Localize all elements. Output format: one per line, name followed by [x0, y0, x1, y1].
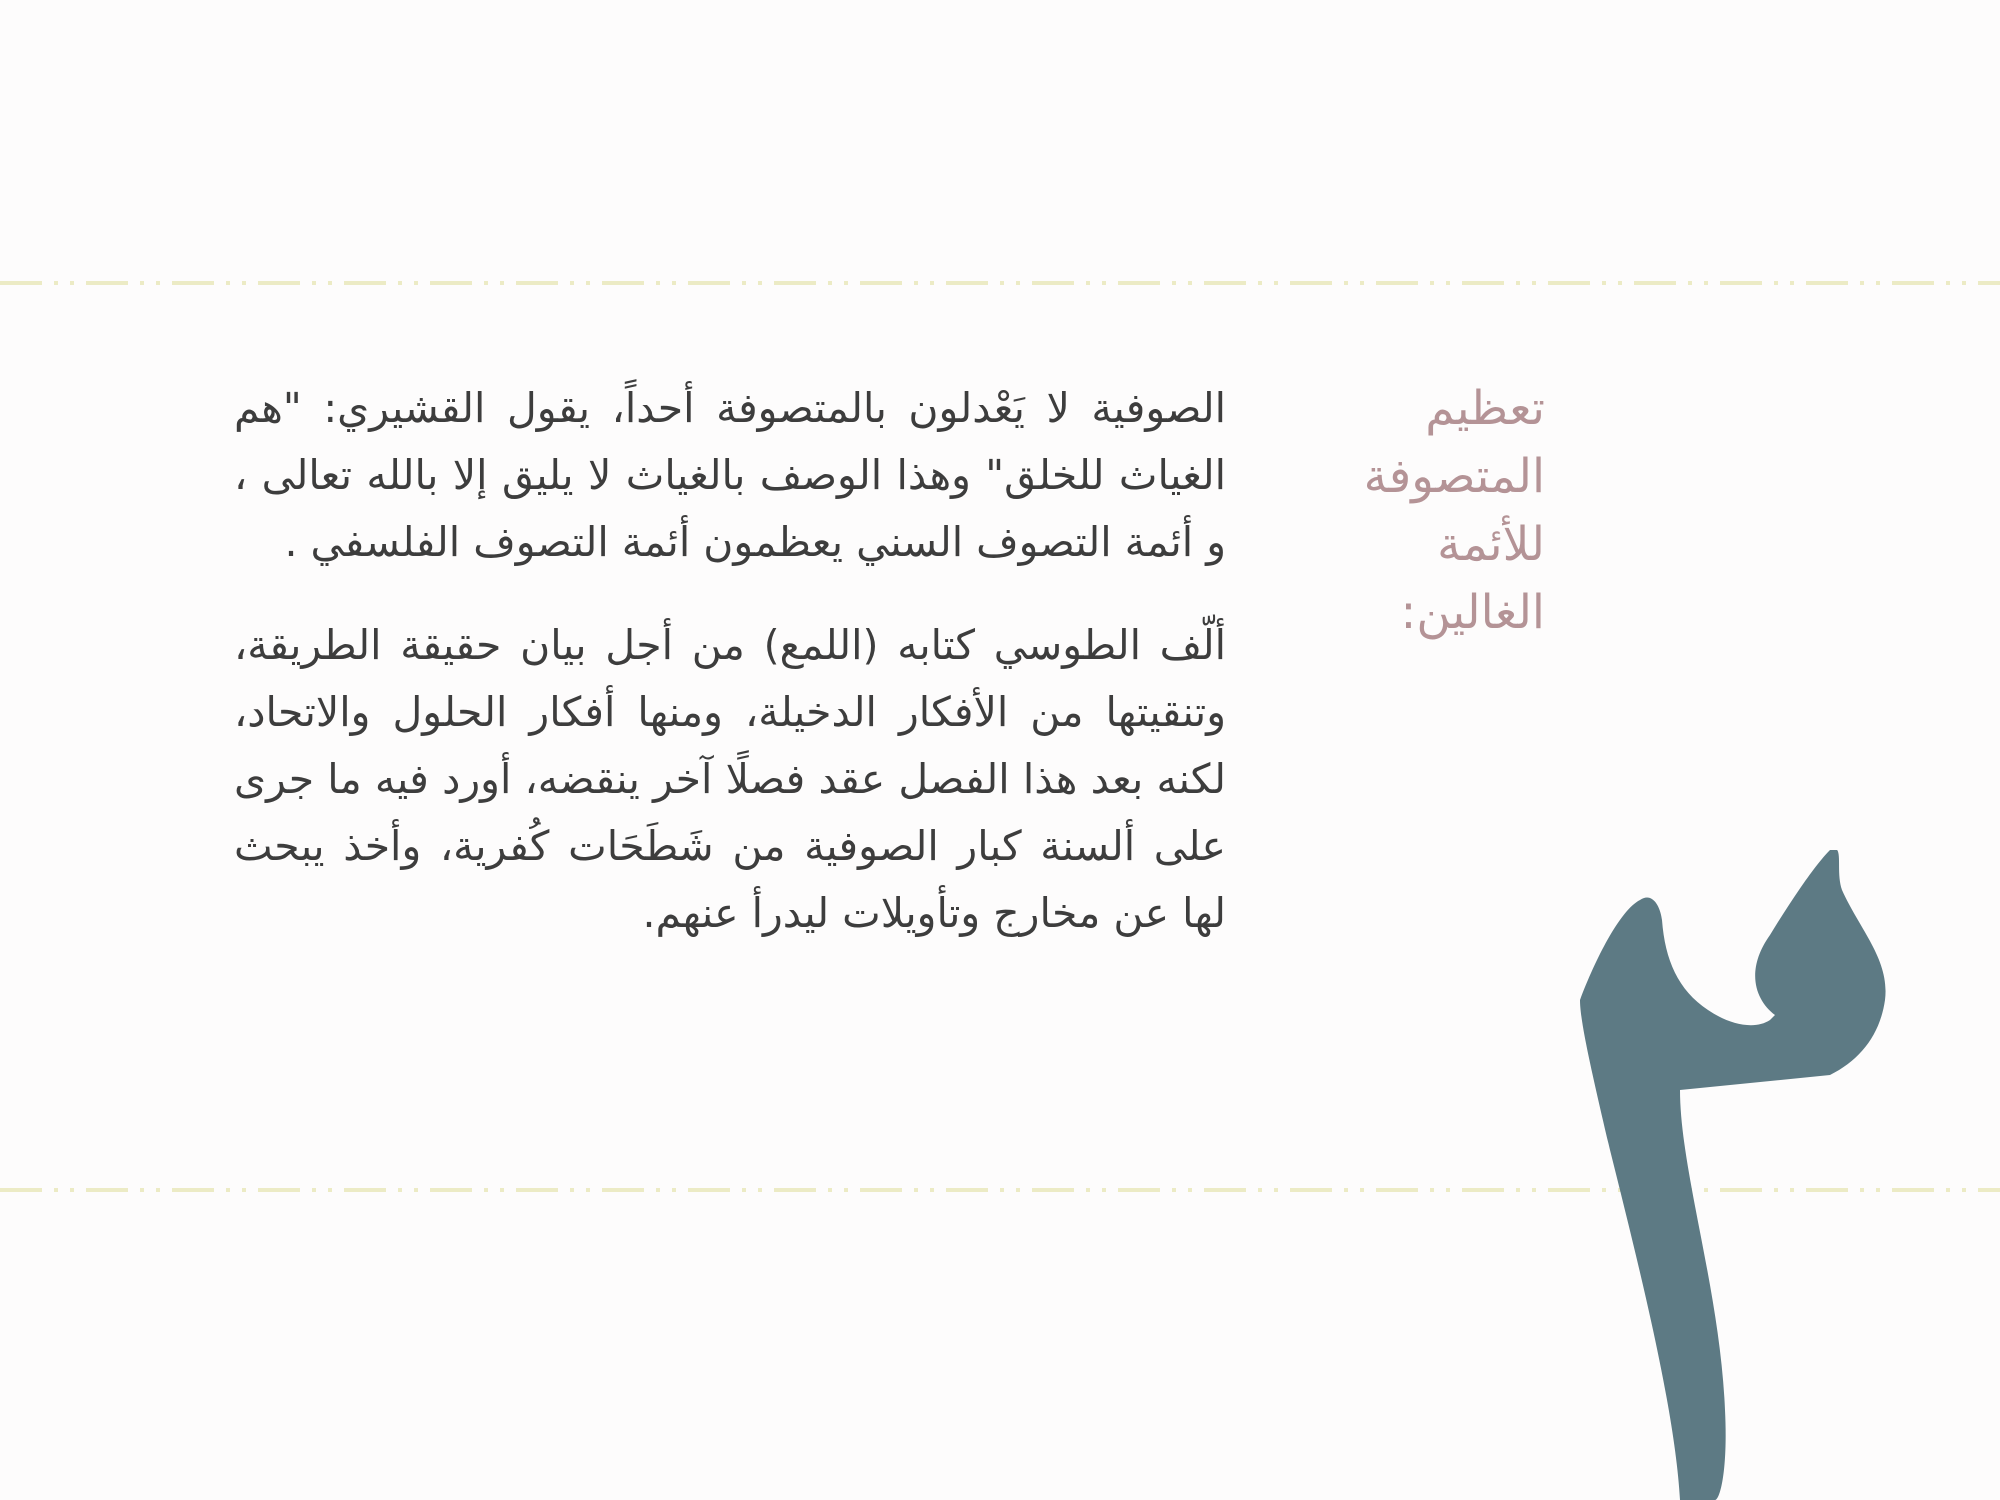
section-heading-line: الغالين:: [1400, 585, 1545, 640]
top-divider: [0, 281, 2000, 285]
body-text: [234, 375, 1226, 947]
section-heading: [1300, 375, 1545, 647]
section-heading-line: تعظيم: [1425, 381, 1545, 436]
section-heading-line: المتصوفة: [1363, 449, 1545, 504]
paragraph: ألّف الطوسي كتابه (اللمع) من أجل بيان حقيقة الطريقة، وتنقيتها من الأفكار الدخيلة، ومنها أفكار الحلول والاتحاد، لكنه بعد هذا الفصل عقد فصلًا آخر ينقضه، أورد فيه ما جرى على ألسنة كبار الصوفية من شَطَحَات كُفرية، وأخذ يبحث لها عن مخارج وتأويلات ليدرأ عنهم.: [234, 621, 1226, 937]
paragraph: الصوفية لا يَعْدلون بالمتصوفة أحداً، يقول القشيري: "هم الغياث للخلق" وهذا الوصف بالغياث لا يليق إلا بالله تعالى ، و أئمة التصوف السني يعظمون أئمة التصوف الفلسفي .: [234, 384, 1226, 566]
section-heading-line: للأئمة: [1437, 517, 1545, 572]
section-number: [1560, 850, 2000, 1500]
arabic-numeral-two-glyph: [1560, 850, 2000, 1500]
